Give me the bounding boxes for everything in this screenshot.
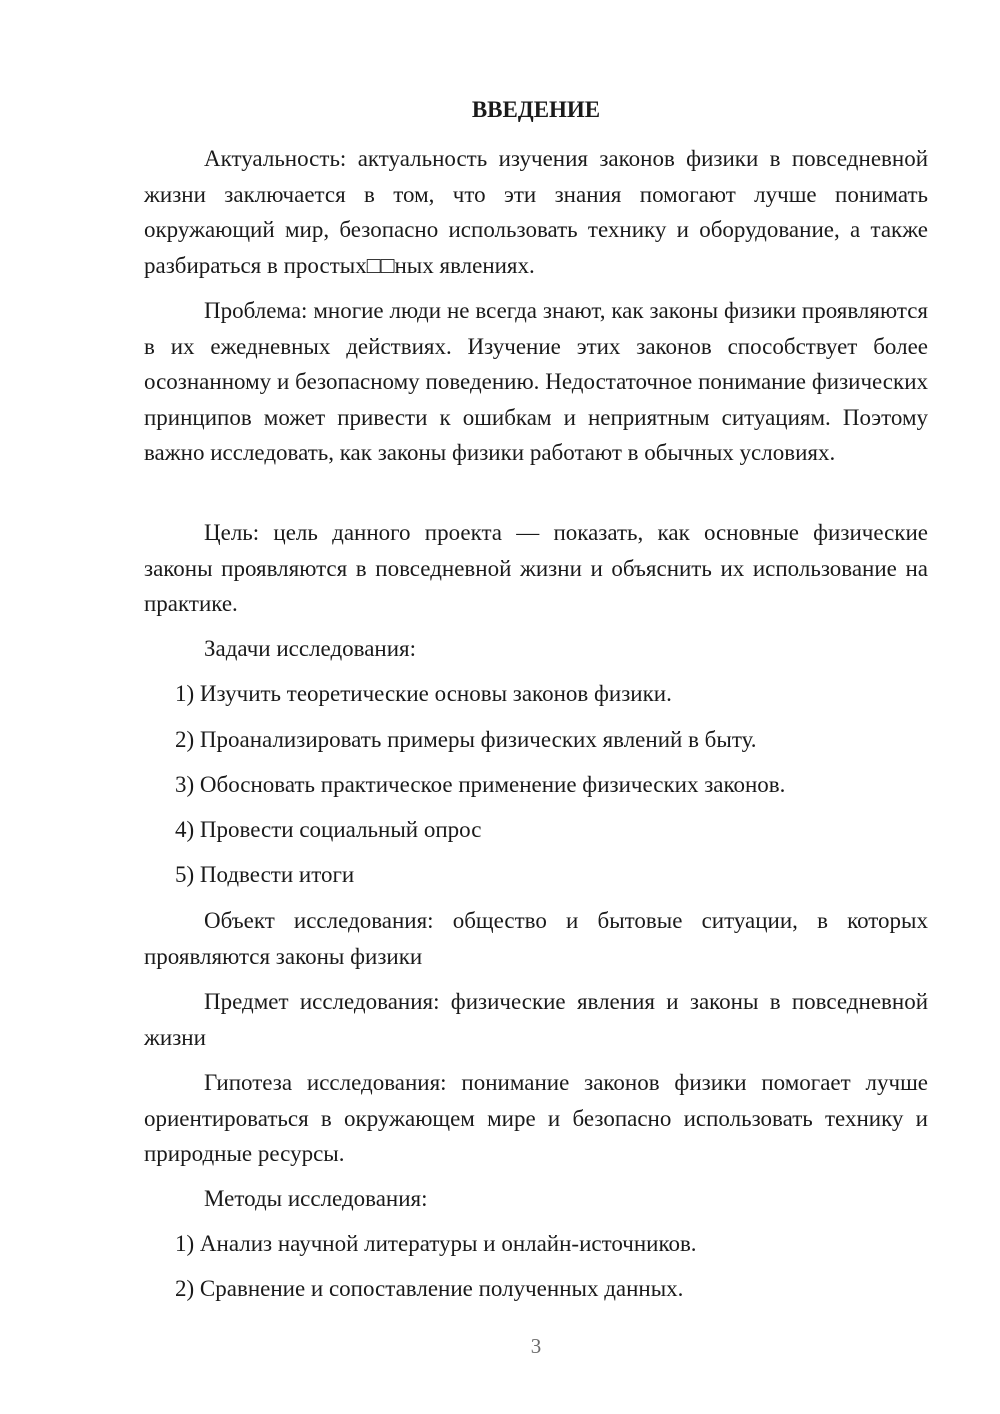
method-item: 2) Сравнение и сопоставление полученных данных. (175, 1276, 684, 1301)
object-paragraph: Объект исследования: общество и бытовые ситуации, в которых проявляются законы физики (144, 908, 928, 969)
problem-paragraph: Проблема: многие люди не всегда знают, как законы физики проявляются в их ежедневных действиях. Изучение этих законов способствует более осознанному и безопасному поведению. Недостаточное понимание физических принципов может привести к ошибкам и неприятным ситуациям. Поэтому важно исследовать, как законы физики работают в обычных условиях. (144, 298, 928, 465)
methods-heading: Методы исследования: (204, 1186, 428, 1211)
task-item: 5) Подвести итоги (175, 862, 355, 887)
subject-paragraph: Предмет исследования: физические явления и законы в повседневной жизни (144, 989, 928, 1050)
task-item: 2) Проанализировать примеры физических явлений в быту. (175, 727, 757, 752)
page-number: 3 (530, 1334, 542, 1358)
task-item: 1) Изучить теоретические основы законов физики. (175, 681, 672, 706)
goal-paragraph: Цель: цель данного проекта — показать, как основные физические законы проявляются в повседневной жизни и объяснить их использование на практике. (144, 520, 928, 616)
hypothesis-paragraph: Гипотеза исследования: понимание законов физики помогает лучше ориентироваться в окружающем мире и безопасно использовать технику и природные ресурсы. (144, 1070, 928, 1166)
page-title: ВВЕДЕНИЕ (471, 97, 601, 122)
relevance-paragraph: Актуальность: актуальность изучения законов физики в повседневной жизни заключается в том, что эти знания помогают лучше понимать окружающий мир, безопасно использовать технику и оборудование, а также разбираться в простых□□ных явлениях. (144, 146, 928, 278)
method-item: 1) Анализ научной литературы и онлайн-источников. (175, 1231, 697, 1256)
tasks-heading: Задачи исследования: (204, 636, 417, 661)
task-item: 4) Провести социальный опрос (175, 817, 482, 842)
task-item: 3) Обосновать практическое применение физических законов. (175, 772, 786, 797)
